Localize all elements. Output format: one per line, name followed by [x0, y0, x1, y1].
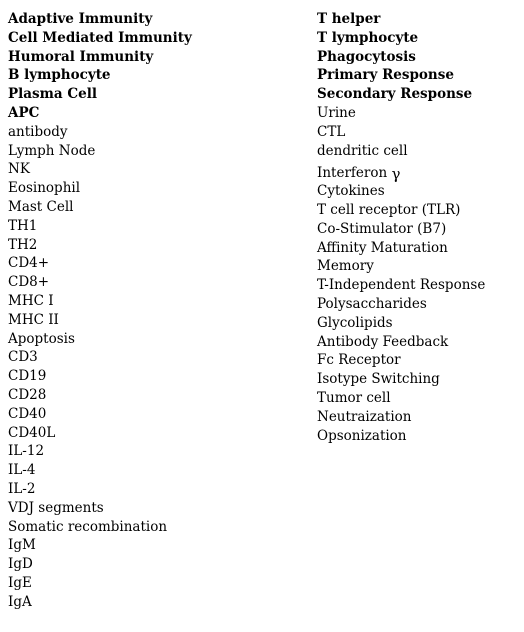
right-term-column	[317, 10, 485, 445]
term: CD40	[8, 405, 47, 422]
term: Fc Receptor	[317, 352, 401, 369]
gamma-symbol: γ	[391, 165, 401, 184]
term: CD40L	[8, 424, 56, 441]
left-term-column	[8, 10, 192, 612]
term: T-Independent Response	[317, 277, 486, 294]
term: IgE	[8, 574, 32, 591]
term: CD8+	[8, 274, 50, 291]
term: Neutraization	[317, 408, 412, 425]
term: CD3	[8, 349, 38, 366]
bold-term: Cell Mediated Immunity	[8, 29, 192, 46]
term: Antibody Feedback	[317, 333, 449, 350]
term: TH2	[8, 236, 38, 253]
bold-term: APC	[8, 104, 40, 121]
term: T cell receptor (TLR)	[317, 201, 461, 218]
term: Somatic recombination	[8, 518, 168, 535]
term: Affinity Maturation	[317, 239, 448, 256]
term: Lymph Node	[8, 142, 96, 159]
term: Polysaccharides	[317, 295, 427, 312]
interferon-term	[317, 163, 485, 182]
bold-term: B lymphocyte	[8, 67, 111, 84]
bold-term: Phagocytosis	[317, 48, 416, 65]
term: IgM	[8, 537, 36, 554]
term: Urine	[317, 104, 356, 121]
term: antibody	[8, 123, 68, 140]
interferon-text: Interferon	[317, 165, 388, 182]
term: Opsonization	[317, 427, 407, 444]
term: IL-4	[8, 462, 36, 479]
term: Memory	[317, 258, 374, 275]
term: Eosinophil	[8, 180, 81, 197]
term: dendritic cell	[317, 142, 408, 159]
bold-term: Primary Response	[317, 67, 454, 84]
term: Cytokines	[317, 183, 385, 200]
term: MHC II	[8, 311, 59, 328]
term: CD28	[8, 386, 47, 403]
term: CD4+	[8, 255, 50, 272]
term: CD19	[8, 368, 47, 385]
term: Mast Cell	[8, 198, 74, 215]
term: IL-12	[8, 443, 45, 460]
bold-term: Adaptive Immunity	[8, 11, 153, 27]
term: NK	[8, 161, 30, 178]
bold-term: T lymphocyte	[317, 29, 419, 46]
bold-term: Humoral Immunity	[8, 48, 154, 65]
term: Tumor cell	[317, 389, 391, 406]
term: Apoptosis	[8, 330, 75, 347]
term: Co-Stimulator (B7)	[317, 220, 447, 237]
term: CTL	[317, 123, 346, 140]
term: IL-2	[8, 480, 36, 497]
term: Glycolipids	[317, 314, 393, 331]
term: IgA	[8, 593, 32, 610]
term: VDJ segments	[8, 499, 104, 516]
term: MHC I	[8, 292, 54, 309]
term: TH1	[8, 217, 38, 234]
term: Isotype Switching	[317, 371, 440, 388]
bold-term: Plasma Cell	[8, 86, 97, 103]
bold-term: T helper	[317, 11, 381, 27]
bold-term: Secondary Response	[317, 86, 473, 103]
term: IgD	[8, 556, 33, 573]
